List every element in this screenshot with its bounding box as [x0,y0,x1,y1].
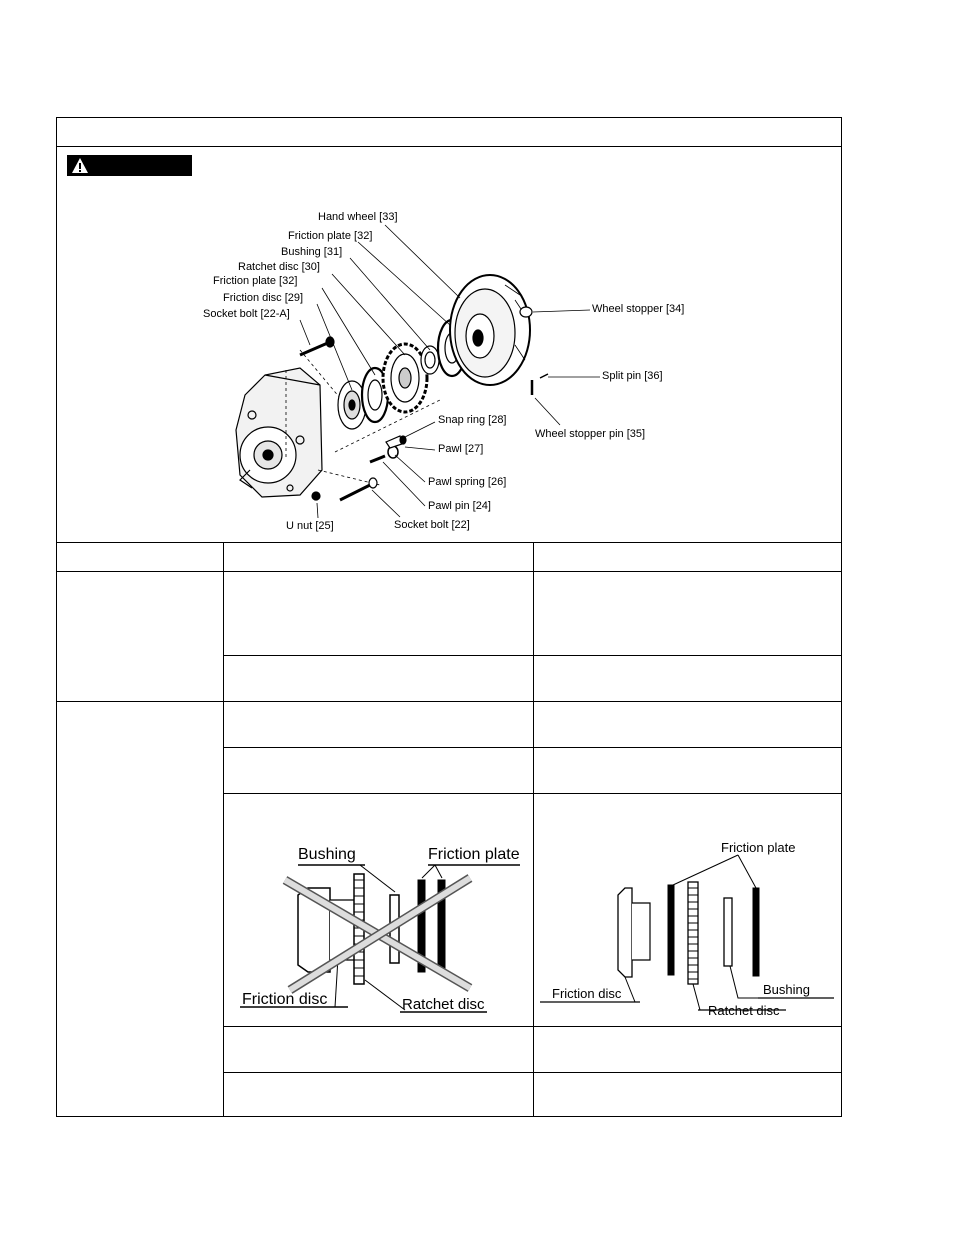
label-wheel-stopper-pin: Wheel stopper pin [35] [535,428,646,440]
correct-label-friction-plate: Friction plate [721,840,796,855]
wrong-label-friction-plate: Friction plate [428,846,520,863]
table-rule [56,571,842,572]
label-pawl-pin: Pawl pin [24] [428,500,491,512]
table-rule [56,701,842,702]
wrong-label-ratchet-disc: Ratchet disc [402,996,485,1013]
wrong-label-friction-disc: Friction disc [242,991,328,1008]
label-wheel-stopper: Wheel stopper [34] [592,303,685,315]
table-rule [533,542,534,1117]
label-friction-disc: Friction disc [29] [223,292,304,304]
label-hand-wheel: Hand wheel [33] [318,211,398,223]
correct-label-ratchet-disc: Ratchet disc [708,1003,780,1018]
wrong-label-bushing: Bushing [298,846,356,863]
label-snap-ring: Snap ring [28] [438,414,507,426]
label-socket-bolt: Socket bolt [22] [394,519,470,531]
correct-label-friction-disc: Friction disc [552,986,622,1001]
label-friction-plate-lower: Friction plate [32] [213,275,298,287]
label-socket-bolt-a: Socket bolt [22-A] [203,308,290,320]
table-rule [223,542,224,1117]
label-ratchet-disc: Ratchet disc [30] [238,261,320,273]
label-bushing: Bushing [31] [281,246,343,258]
label-pawl: Pawl [27] [438,443,484,455]
label-split-pin: Split pin [36] [602,370,663,382]
label-friction-plate-upper: Friction plate [32] [288,230,373,242]
label-u-nut: U nut [25] [286,520,334,532]
label-pawl-spring: Pawl spring [26] [428,476,507,488]
correct-label-bushing: Bushing [763,982,810,997]
